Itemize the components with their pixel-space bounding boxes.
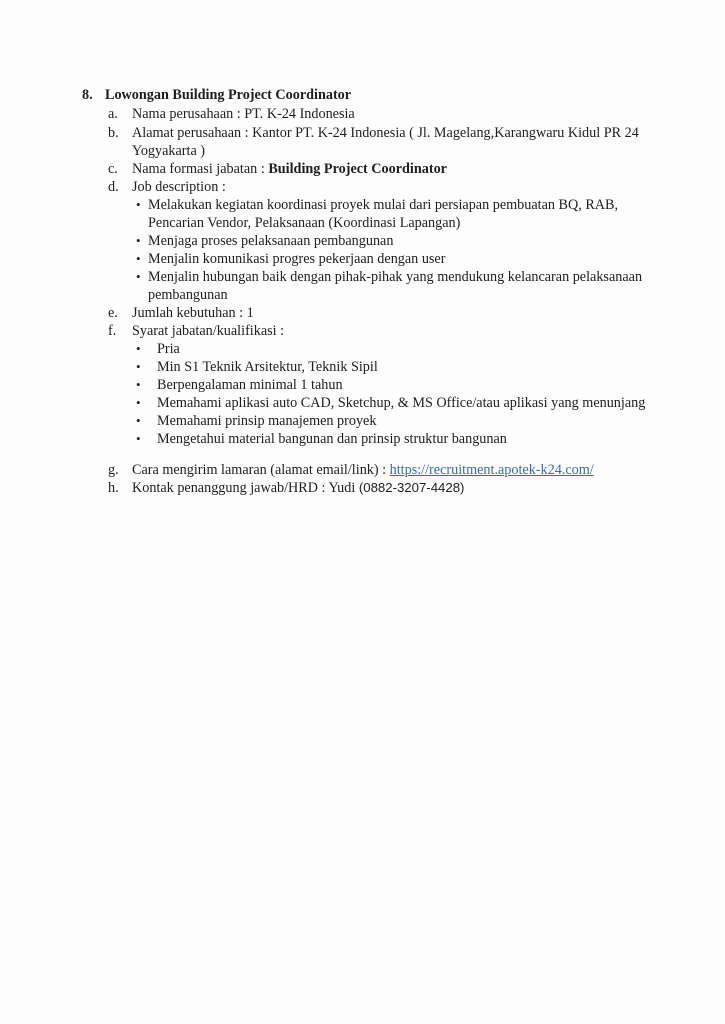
item-text: Job description : — [132, 179, 226, 195]
bullet-icon: • — [136, 341, 141, 356]
bullet-text-continued: Pencarian Vendor, Pelaksanaan (Koordinasi Lapangan) — [148, 215, 461, 231]
bullet-icon: • — [136, 359, 141, 374]
recruitment-link[interactable]: https://recruitment.apotek-k24.com/ — [389, 462, 594, 478]
bullet-text: Min S1 Teknik Arsitektur, Teknik Sipil — [157, 359, 378, 375]
item-text: Jumlah kebutuhan : 1 — [132, 305, 254, 321]
item-label: a. — [108, 106, 118, 122]
section-heading — [82, 86, 351, 104]
bullet-text: Memahami aplikasi auto CAD, Sketchup, & MS Office/atau aplikasi yang menunjang — [157, 395, 646, 411]
bullet-icon: • — [136, 377, 141, 392]
bullet-icon: • — [136, 251, 141, 266]
bullet-text: Memahami prinsip manajemen proyek — [157, 413, 377, 429]
item-prefix: Kontak penanggung jawab/HRD : Yudi — [132, 480, 359, 496]
item-text: Nama perusahaan : PT. K-24 Indonesia — [132, 106, 355, 122]
item-label: e. — [108, 305, 118, 321]
bullet-text: Menjalin komunikasi progres pekerjaan dengan user — [148, 251, 446, 267]
bullet-icon: • — [136, 269, 141, 284]
bullet-text: Menjalin hubungan baik dengan pihak-pihak yang mendukung kelancaran pelaksanaan — [148, 269, 643, 285]
item-label: f. — [108, 323, 117, 339]
item-label: c. — [108, 161, 118, 177]
bullet-text: Menjaga proses pelaksanaan pembangunan — [148, 233, 394, 249]
hr-phone: (0882-3207-4428) — [358, 480, 465, 495]
item-text: Syarat jabatan/kualifikasi : — [132, 323, 285, 339]
item-prefix: Nama formasi jabatan : — [132, 161, 269, 177]
bullet-icon: • — [136, 233, 141, 248]
section-number: 8. — [82, 87, 93, 103]
item-label: d. — [108, 179, 119, 195]
item-text: Alamat perusahaan : Kantor PT. K-24 Indonesia ( Jl. Magelang,Karangwaru Kidul PR 24 — [132, 125, 639, 141]
item-prefix: Cara mengirim lamaran (alamat email/link) : — [132, 462, 390, 478]
bullet-icon: • — [136, 413, 141, 428]
position-title: Building Project Coordinator — [268, 161, 447, 177]
item-text-continued: Yogyakarta ) — [132, 143, 206, 159]
bullet-text: Berpengalaman minimal 1 tahun — [157, 377, 343, 393]
item-label: b. — [108, 125, 119, 141]
bullet-text: Mengetahui material bangunan dan prinsip struktur bangunan — [157, 431, 507, 447]
bullet-text: Pria — [157, 341, 180, 357]
section-title: Lowongan Building Project Coordinator — [105, 87, 352, 103]
item-label: h. — [108, 480, 119, 496]
bullet-icon: • — [136, 395, 141, 410]
bullet-text-continued: pembangunan — [148, 287, 228, 303]
bullet-icon: • — [136, 197, 141, 212]
bullet-text: Melakukan kegiatan koordinasi proyek mulai dari persiapan pembuatan BQ, RAB, — [148, 197, 619, 213]
bullet-icon: • — [136, 431, 141, 446]
item-label: g. — [108, 462, 119, 478]
